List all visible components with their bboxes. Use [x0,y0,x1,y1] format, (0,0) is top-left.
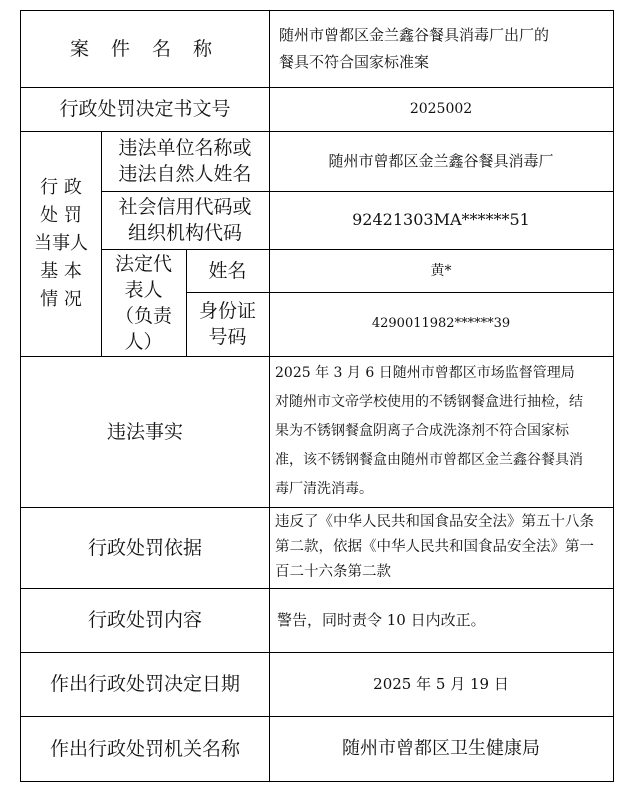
unit-name-value: 随州市曾都区金兰鑫谷餐具消毒厂 [269,131,614,192]
authority-value: 随州市曾都区卫生健康局 [269,716,614,782]
legal-rep-label: 法定代 表人 （负责 人） [101,249,187,357]
basis-label: 行政处罚依据 [20,507,270,589]
case-name-label: 案 件 名 称 [20,10,270,88]
credit-code-value: 92421303MA******51 [269,191,614,250]
party-group-label: 行 政 处 罚 当事人 基 本 情 况 [20,131,102,357]
facts-value: 2025 年 3 月 6 日随州市曾都区市场监督管理局对随州市文帝学校使用的不锈钢餐盒进行抽检，结果为不锈钢餐盒阴离子合成洗涤剂不符合国家标准，该不锈钢餐盒由随州市曾都区金兰鑫谷餐具消毒厂清洗消毒。 [269,356,614,508]
case-name-value: 随州市曾都区金兰鑫谷餐具消毒厂出厂的 餐具不符合国家标准案 [269,10,614,88]
decision-date-label: 作出行政处罚决定日期 [20,652,270,717]
name-value: 黄* [269,249,614,293]
decision-date-value: 2025 年 5 月 19 日 [269,652,614,717]
authority-label: 作出行政处罚机关名称 [20,716,270,782]
unit-name-label: 违法单位名称或 违法自然人姓名 [101,131,270,192]
facts-label: 违法事实 [20,356,270,508]
id-value: 4290011982******39 [269,292,614,357]
basis-value: 违反了《中华人民共和国食品安全法》第五十八条第二款，依据《中华人民共和国食品安全法》第一百二十六条第二款 [269,507,614,589]
name-label: 姓名 [186,249,270,293]
doc-number-label: 行政处罚决定书文号 [20,87,270,132]
content-value: 警告，同时责令 10 日内改正。 [269,588,614,653]
id-label: 身份证 号码 [186,292,270,357]
doc-number-value: 2025002 [269,87,614,132]
credit-code-label: 社会信用代码或 组织机构代码 [101,191,270,250]
content-label: 行政处罚内容 [20,588,270,653]
